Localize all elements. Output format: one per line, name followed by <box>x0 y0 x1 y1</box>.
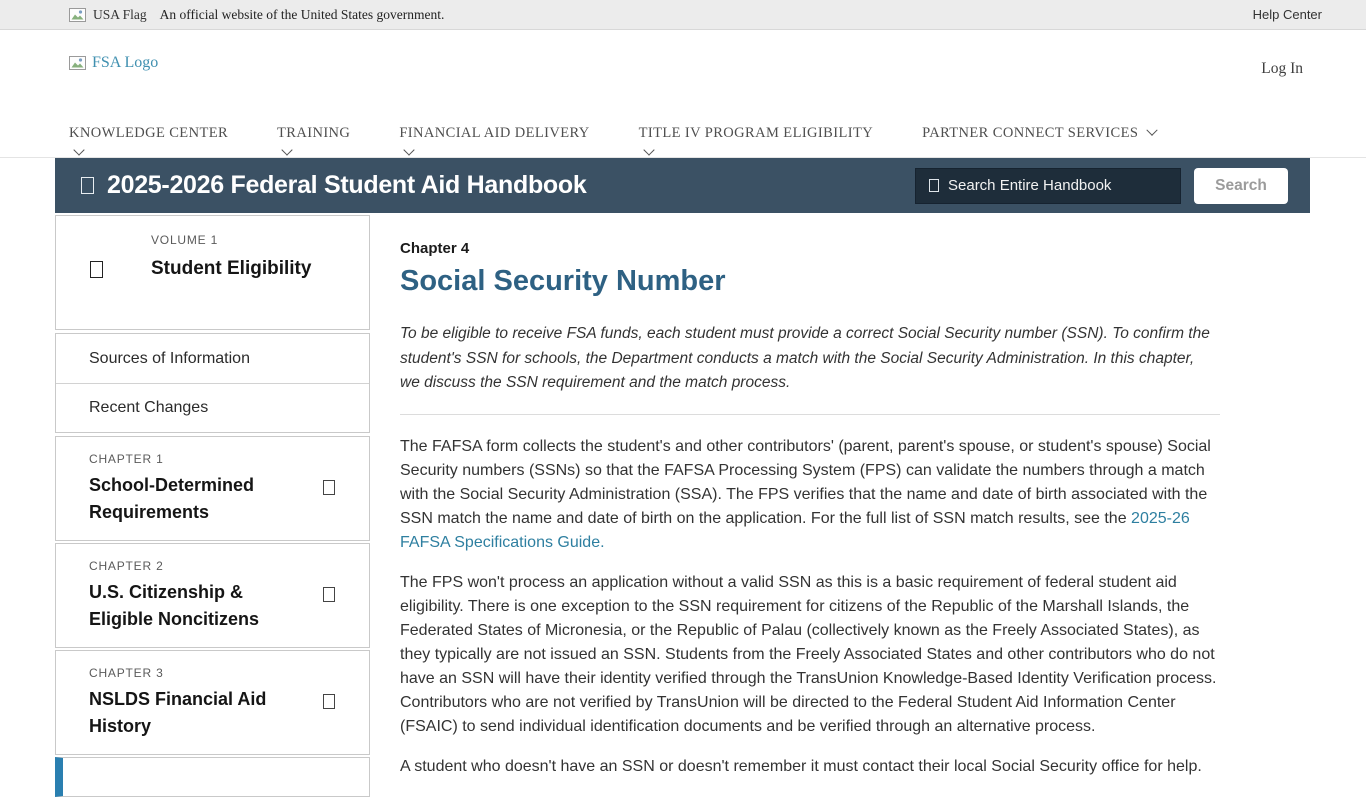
nav-training[interactable]: TRAINING <box>277 125 350 142</box>
broken-image-icon <box>69 8 86 22</box>
nav-knowledge-center[interactable]: KNOWLEDGE CENTER <box>69 125 228 142</box>
sidebar-links <box>55 333 370 433</box>
handbook-title: 2025-2026 Federal Student Aid Handbook <box>107 171 587 199</box>
sidebar-chapter-2[interactable] <box>55 543 370 648</box>
help-center-link[interactable]: Help Center <box>1252 7 1322 22</box>
chevron-down-icon-missing-glyph <box>323 587 335 602</box>
site-header <box>0 30 1366 110</box>
page-title: Social Security Number <box>400 265 726 297</box>
log-in-link[interactable]: Log In <box>1261 60 1303 77</box>
handbook-sidebar <box>55 215 370 797</box>
volume-label: VOLUME 1 <box>151 233 219 247</box>
chapter-title: U.S. Citizenship & Eligible Noncitizens <box>89 582 260 629</box>
search-icon-missing-glyph <box>929 179 939 192</box>
chapter-label: CHAPTER 2 <box>89 559 164 573</box>
sidebar-volume-1[interactable] <box>55 215 370 330</box>
sidebar-item-sources-of-information[interactable]: Sources of Information <box>89 349 250 367</box>
official-website-text: An official website of the United States government. <box>159 6 445 22</box>
search-button[interactable]: Search <box>1194 168 1288 204</box>
chapter-title: NSLDS Financial Aid History <box>89 689 267 736</box>
chapter-label: CHAPTER 3 <box>89 666 164 680</box>
sidebar-item-recent-changes[interactable]: Recent Changes <box>56 383 369 432</box>
sidebar-chapter-4-active-partial[interactable] <box>55 757 370 797</box>
chevron-down-icon <box>75 146 84 155</box>
handbook-header-bar <box>55 158 1310 213</box>
chevron-left-icon-missing-glyph <box>90 261 103 278</box>
nav-financial-aid-delivery[interactable]: FINANCIAL AID DELIVERY <box>399 125 589 142</box>
nav-partner-connect-services[interactable]: PARTNER CONNECT SERVICES <box>922 125 1156 142</box>
chevron-down-icon <box>283 146 292 155</box>
paragraph-2: The FPS won't process an application without a valid SSN as this is a basic requirement of federal student aid eligibility. There is one exception to the SSN requirement for citizens of the Republic of the Marshall Islands, the Federated States of Micronesia, or the Republic of Palau (collectively known as the Freely Associated States), as they typically are not issued an SSN. Students from the Freely Associated States and other contributors who do not have an SSN will have their identity verified through the TransUnion Knowledge-Based Identity Verification process. Contributors who are not verified by TransUnion will be directed to the Federal Student Aid Information Center (FSAIC) to send individual identification documents and be verified through an alternative process. <box>400 573 1217 735</box>
divider <box>400 414 1220 415</box>
paragraph-1: The FAFSA form collects the student's and other contributors' (parent, parent's spouse, or student's spouse) Social Security numbers (SSNs) so that the FAFSA Processing System (FPS) can validate the numbers through a match with the Social Security Administration (SSA). The FPS verifies that the name and date of birth associated with the SSN match the name and date of birth on the application. For the full list of SSN match results, see the 2025-26 FAFSA Specifications Guide. <box>400 437 1211 551</box>
chevron-down-icon <box>1147 125 1158 136</box>
chevron-down-icon <box>645 146 654 155</box>
fsa-logo-alt-text: FSA Logo <box>92 54 159 71</box>
paragraph-3: A student who doesn't have an SSN or doesn't remember it must contact their local Social Security office for help. <box>400 757 1202 775</box>
sidebar-chapter-3[interactable] <box>55 650 370 755</box>
search-placeholder: Search Entire Handbook <box>948 177 1112 194</box>
chevron-down-icon-missing-glyph <box>323 480 335 495</box>
gov-banner <box>0 0 1366 30</box>
main-nav <box>0 110 1366 158</box>
nav-title-iv-program-eligibility[interactable]: TITLE IV PROGRAM ELIGIBILITY <box>639 125 873 142</box>
broken-image-icon <box>69 56 86 70</box>
chapter-number-label: Chapter 4 <box>400 240 470 257</box>
chapter-intro: To be eligible to receive FSA funds, each student must provide a correct Social Security number (SSN). To confirm the student's SSN for schools, the Department conducts a match with the Social Security Administration. In this chapter, we discuss the SSN requirement and the match process. <box>400 325 1210 391</box>
chapter-title: School-Determined Requirements <box>89 475 255 522</box>
sidebar-chapter-1[interactable] <box>55 436 370 541</box>
volume-title: Student Eligibility <box>151 258 312 279</box>
book-icon-missing-glyph <box>81 177 94 194</box>
chapter-content <box>400 240 1220 779</box>
handbook-search-input[interactable] <box>915 168 1181 204</box>
usa-flag-alt-text: USA Flag <box>93 6 147 22</box>
chevron-down-icon-missing-glyph <box>323 694 335 709</box>
fafsa-specifications-guide-link[interactable]: 2025-26 FAFSA Specifications Guide. <box>400 509 1190 551</box>
fsa-logo-link[interactable] <box>69 54 158 72</box>
chapter-label: CHAPTER 1 <box>89 452 164 466</box>
chevron-down-icon <box>405 146 414 155</box>
